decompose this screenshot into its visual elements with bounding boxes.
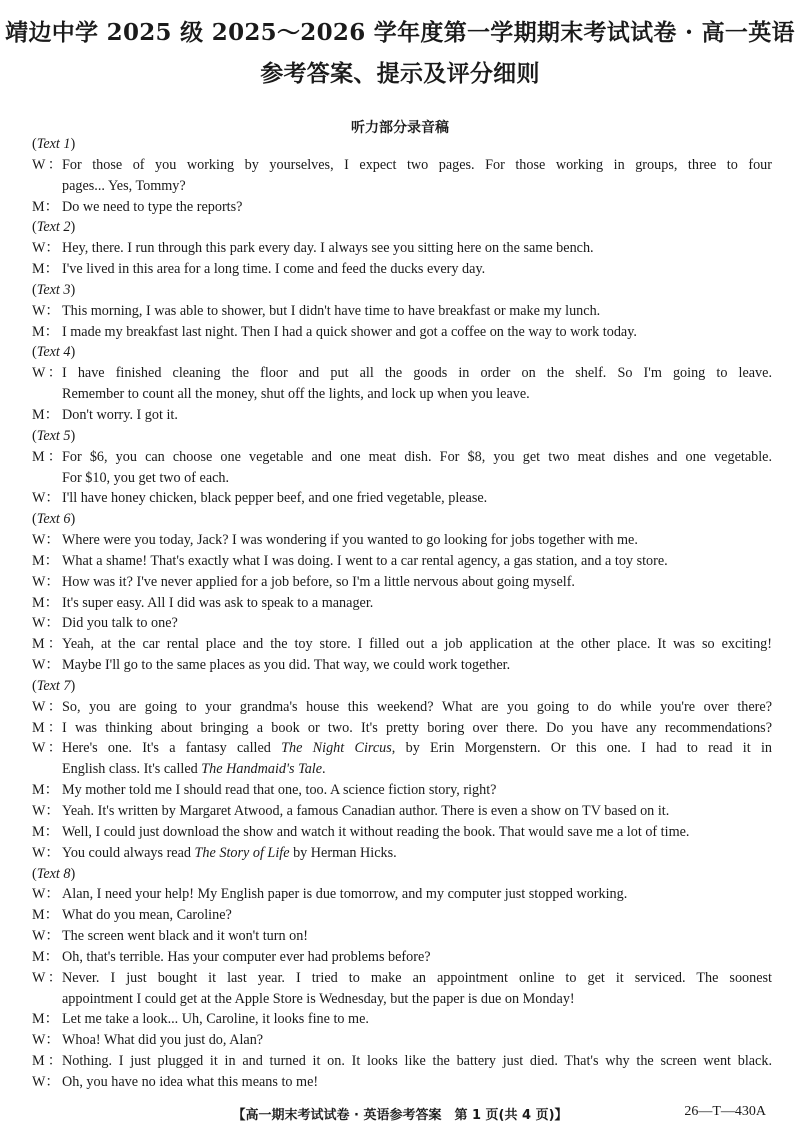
dialogue-text: This morning, I was able to shower, but I didn't have time to have breakfast or make my lunch.: [62, 302, 601, 319]
dialogue-line: [32, 822, 772, 843]
dialogue-line: [32, 572, 772, 593]
speaker-label: M：: [32, 1011, 59, 1028]
dialogue-text: appointment I could get at the Apple Store is Wednesday, but the paper is due on Monday!: [62, 990, 575, 1007]
dialogue-text: Remember to count all the money, shut off the lights, and lock up when you leave.: [62, 386, 530, 403]
speaker-label: M：: [32, 594, 59, 611]
dialogue-text: I made my breakfast last night. Then I had a quick shower and got a coffee on the way to work today.: [62, 323, 637, 340]
dialogue-text: by Herman Hicks.: [289, 844, 397, 861]
dialogue-text: , by Erin Morgenstern. Or this one. I had to read it in: [391, 740, 772, 757]
dialogue-text: Did you talk to one?: [62, 615, 178, 632]
dialogue-text: Here's one. It's a fantasy called: [62, 740, 282, 757]
dialogue-line: [32, 405, 772, 426]
dialogue-text: I was thinking about bringing a book or two. It's pretty boring over there. Do you have any recommendations?: [62, 719, 772, 736]
dialogue-line: [32, 843, 772, 864]
text-label: (Text 7): [32, 677, 76, 694]
speaker-label: W：: [32, 803, 60, 819]
dialogue-text: Whoa! What did you just do, Alan?: [62, 1032, 264, 1049]
dialogue-line: [32, 634, 772, 655]
dialogue-text: What a shame! That's exactly what I was doing. I went to a car rental agency, a gas station, and a toy store.: [62, 552, 668, 569]
speaker-label: M：: [32, 552, 59, 569]
dialogue-text: So, you are going to your grandma's house this weekend? What are you going to do while you're over there?: [62, 698, 772, 715]
dialogue-text: I've lived in this area for a long time. I come and feed the ducks every day.: [62, 261, 486, 278]
speaker-label: M：: [32, 907, 59, 924]
dialogue-text: .: [322, 761, 326, 778]
book-title: The Story of Life: [194, 844, 290, 861]
speaker-label: M：: [32, 782, 59, 799]
speaker-label: M：: [32, 261, 59, 278]
speaker-label: M：: [32, 198, 59, 215]
dialogue-text: Yeah, at the car rental place and the toy store. I filled out a job application at the other place. It was so exciting!: [62, 636, 772, 653]
speaker-label: W：: [32, 1032, 60, 1049]
dialogue-line: [32, 1030, 772, 1051]
speaker-label: M：: [32, 323, 59, 340]
speaker-label: W：: [32, 156, 62, 173]
dialogue-text: Maybe I'll go to the same places as you did. That way, we could work together.: [62, 657, 511, 674]
text-label-name: Text 7: [36, 677, 71, 694]
dialogue-continuation: [32, 384, 772, 405]
dialogue-line: [32, 551, 772, 572]
dialogue-text: Where were you today, Jack? I was wondering if you wanted to go looking for jobs together with me.: [62, 532, 638, 549]
dialogue-line: [32, 1009, 772, 1030]
dialogue-text: Nothing. I just plugged it in and turned it on. It looks like the battery just died. That's why the screen went black.: [62, 1053, 772, 1070]
dialogue-line: [32, 155, 772, 176]
speaker-label: W：: [32, 490, 60, 507]
footer-exam-code: 26—T—430A: [684, 1104, 766, 1119]
dialogue-line: [32, 780, 772, 801]
dialogue-text: For those of you working by yourselves, I expect two pages. For those working in groups, three to four: [62, 156, 772, 173]
dialogue-text: For $6, you can choose one vegetable and one meat dish. For $8, you get two meat dishes and one vegetable.: [62, 448, 772, 465]
dialogue-text: For $10, you get two of each.: [62, 469, 230, 486]
speaker-label: W：: [32, 302, 60, 319]
speaker-label: M：: [32, 1053, 62, 1070]
speaker-label: W：: [32, 657, 60, 674]
dialogue-text: Well, I could just download the show and watch it without reading the book. That would save me a lot of time.: [62, 823, 690, 840]
speaker-label: W：: [32, 532, 60, 549]
speaker-label: M：: [32, 823, 59, 840]
dialogue-text: Hey, there. I run through this park every day. I always see you sitting here on the same bench.: [62, 240, 594, 257]
transcript: [32, 134, 772, 1093]
speaker-label: W：: [32, 240, 60, 257]
dialogue-continuation: [32, 468, 772, 489]
dialogue-text: Oh, that's terrible. Has your computer ever had problems before?: [62, 948, 431, 965]
dialogue-line: [32, 593, 772, 614]
dialogue-line: [32, 259, 772, 280]
speaker-label: W：: [32, 886, 60, 903]
speaker-label: W：: [32, 573, 60, 590]
dialogue-line: [32, 197, 772, 218]
dialogue-line: [32, 926, 772, 947]
dialogue-line: [32, 1051, 772, 1072]
footer-page-info: 【高一期末考试试卷 · 英语参考答案 第 1 页(共 4 页)】: [232, 1108, 568, 1123]
text-label: (Text 8): [32, 865, 76, 882]
text-label-name: Text 6: [36, 511, 71, 528]
speaker-label: W：: [32, 698, 62, 715]
dialogue-line: [32, 947, 772, 968]
dialogue-text: Let me take a look... Uh, Caroline, it looks fine to me.: [62, 1011, 369, 1028]
document-title: 靖边中学 2025 级 2025～2026 学年度第一学期期末考试试卷 · 高一英语: [5, 19, 795, 46]
dialogue-line: [32, 363, 772, 384]
dialogue-text: I'll have honey chicken, black pepper beef, and one fried vegetable, please.: [62, 490, 488, 507]
speaker-label: W：: [32, 844, 60, 861]
dialogue-text: You could always read: [62, 844, 195, 861]
dialogue-line: [32, 301, 772, 322]
text-label-name: Text 4: [36, 344, 71, 361]
dialogue-text: Do we need to type the reports?: [62, 198, 243, 215]
speaker-label: M：: [32, 406, 59, 423]
text-label: (Text 6): [32, 511, 76, 528]
book-title: The Handmaid's Tale: [201, 761, 323, 778]
text-label: (Text 5): [32, 427, 76, 444]
dialogue-continuation: [32, 989, 772, 1010]
speaker-label: M：: [32, 719, 62, 736]
dialogue-continuation: [32, 176, 772, 197]
dialogue-line: [32, 488, 772, 509]
text-label-name: Text 2: [36, 219, 71, 236]
dialogue-line: [32, 655, 772, 676]
text-label-name: Text 3: [36, 281, 71, 298]
document-subtitle: 参考答案、提示及评分细则: [260, 60, 540, 87]
speaker-label: W：: [32, 969, 62, 986]
dialogue-text: Alan, I need your help! My English paper is due tomorrow, and my computer just stopped working.: [62, 886, 628, 903]
speaker-label: W：: [32, 740, 62, 757]
section-title: 听力部分录音稿: [351, 120, 449, 136]
dialogue-line: [32, 905, 772, 926]
dialogue-line: [32, 968, 772, 989]
dialogue-line: [32, 1072, 772, 1093]
dialogue-text: English class. It's called: [62, 761, 202, 778]
dialogue-line: [32, 530, 772, 551]
dialogue-line: [32, 613, 772, 634]
speaker-label: W：: [32, 615, 60, 632]
dialogue-text: Oh, you have no idea what this means to me!: [62, 1073, 319, 1090]
dialogue-line: [32, 718, 772, 739]
dialogue-line: [32, 238, 772, 259]
dialogue-text: The screen went black and it won't turn on!: [62, 928, 309, 945]
dialogue-line: [32, 447, 772, 468]
dialogue-text: Yeah. It's written by Margaret Atwood, a famous Canadian author. There is even a show on TV based on it.: [62, 803, 670, 819]
dialogue-line: [32, 697, 772, 718]
dialogue-text: Don't worry. I got it.: [62, 406, 178, 423]
dialogue-continuation: [32, 759, 772, 780]
dialogue-text: I have finished cleaning the floor and put all the goods in order on the shelf. So I'm going to leave.: [62, 365, 772, 382]
dialogue-line: [32, 801, 772, 822]
speaker-label: M：: [32, 636, 62, 653]
dialogue-line: [32, 322, 772, 343]
book-title: The Night Circus: [281, 740, 392, 757]
text-label: (Text 1): [32, 136, 76, 152]
text-label-name: Text 8: [36, 865, 71, 882]
text-label: (Text 2): [32, 219, 76, 236]
speaker-label: W：: [32, 1073, 60, 1090]
speaker-label: W：: [32, 365, 62, 382]
dialogue-line: [32, 884, 772, 905]
dialogue-text: Never. I just bought it last year. I tried to make an appointment online to get it serviced. The soonest: [62, 969, 772, 986]
text-label-name: Text 1: [36, 136, 71, 152]
text-label: (Text 4): [32, 344, 76, 361]
speaker-label: M：: [32, 948, 59, 965]
text-label-name: Text 5: [36, 427, 71, 444]
page-footer: [0, 1104, 800, 1126]
dialogue-text: It's super easy. All I did was ask to speak to a manager.: [62, 594, 374, 611]
dialogue-text: pages... Yes, Tommy?: [62, 177, 186, 194]
dialogue-line: [32, 738, 772, 759]
speaker-label: M：: [32, 448, 62, 465]
dialogue-text: My mother told me I should read that one, too. A science fiction story, right?: [62, 782, 497, 799]
dialogue-text: What do you mean, Caroline?: [62, 907, 232, 924]
speaker-label: W：: [32, 928, 60, 945]
dialogue-text: How was it? I've never applied for a job before, so I'm a little nervous about going myself.: [62, 573, 575, 590]
text-label: (Text 3): [32, 281, 76, 298]
